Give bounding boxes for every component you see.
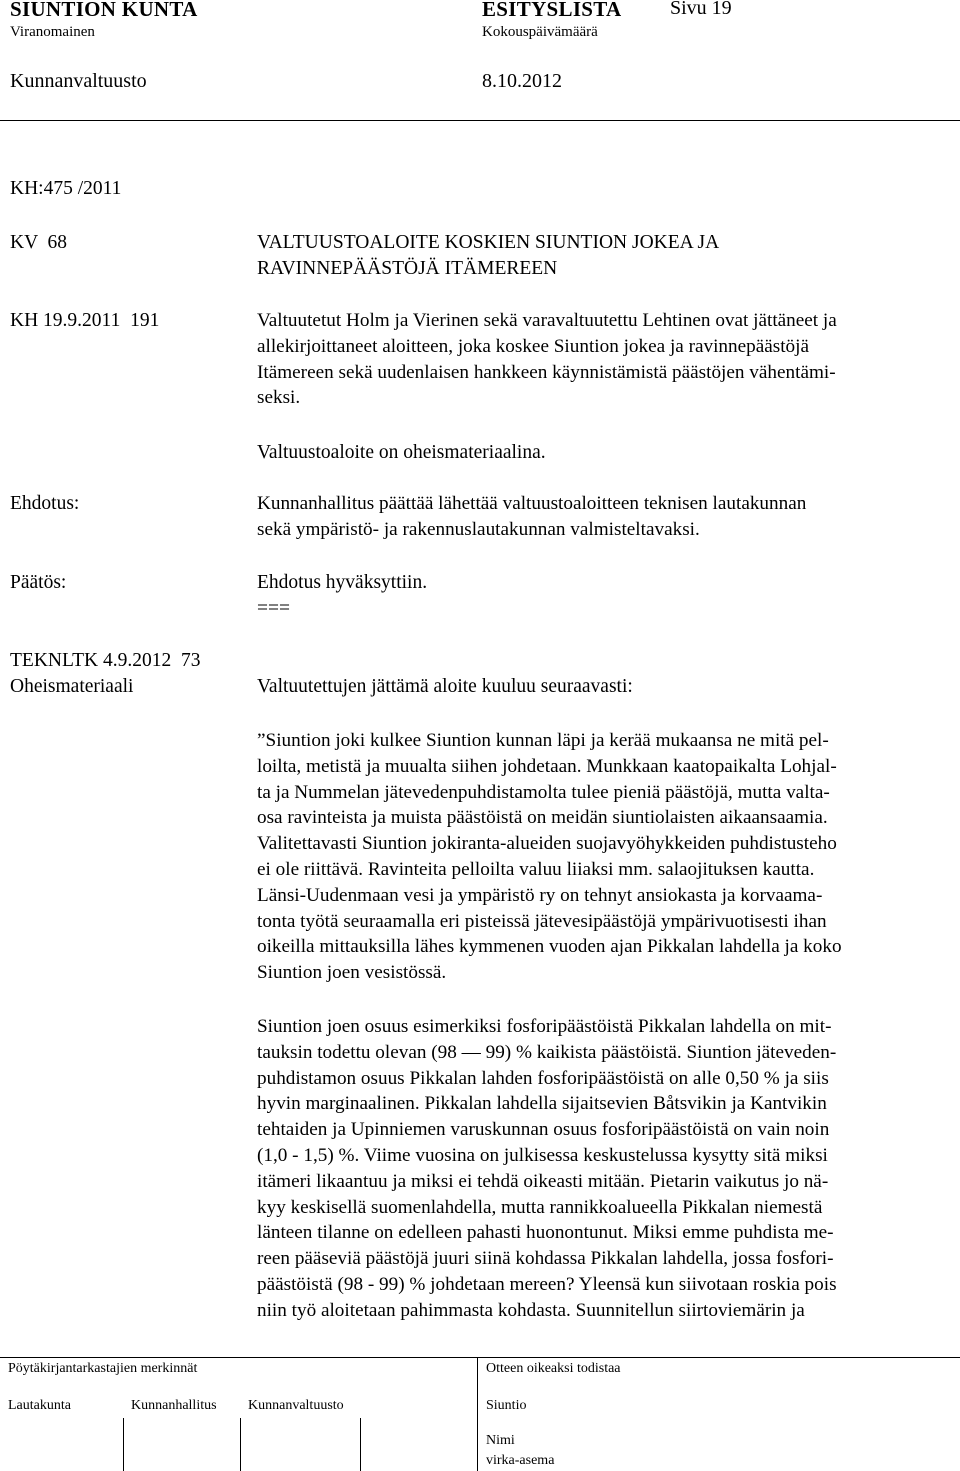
footer-box-divider [123,1418,124,1471]
quote-line: ta ja Nummelan jätevedenpuhdistamolta tulee pieniä päästöjä, mutta valta- [257,781,830,803]
quote-line: tauksin todettu olevan (98 — 99) % kaikista päästöistä. Siuntion jäteveden- [257,1041,837,1063]
authority-label: Viranomainen [10,24,95,40]
title-line-1: VALTUUSTOALOITE KOSKIEN SIUNTION JOKEA JA [257,232,720,253]
footer-box-divider [240,1418,241,1471]
quote-line: Länsi-Uudenmaan vesi ja ympäristö ry on tehnyt ansiokasta ja korvaama- [257,884,823,906]
intro-line: Valtuutetut Holm ja Vierinen sekä varavaltuutettu Lehtinen ovat jättäneet ja [257,310,837,331]
meeting-date-label: Kokouspäivämäärä [482,24,598,40]
organization-name: SIUNTION KUNTA [10,0,198,21]
initiative-intro: Valtuutettujen jättämä aloite kuuluu seuraavasti: [257,676,633,697]
footer-nimi: Nimi [486,1433,515,1448]
quote-line: hyvin marginaalinen. Pikkalan lahdella sijaitsevien Båtsvikin ja Kantvikin [257,1093,827,1115]
quote-line: niin työ aloitetaan pahimmasta kohdasta. Suunnitellun siirtoviemärin ja [257,1299,805,1321]
kh-reference: KH:475 /2011 [10,178,122,199]
footer-kunnanvaltuusto: Kunnanvaltuusto [248,1398,344,1413]
intro-line: seksi. [257,387,301,409]
quote-line: (1,0 - 1,5) %. Viime vuosina on julkisessa keskustelussa kysytty sitä miksi [257,1144,828,1166]
intro-line: allekirjoittaneet aloitteen, joka koskee Siuntion jokea ja ravinnepäästöjä [257,335,809,357]
body-name: Kunnanvaltuusto [10,70,147,92]
quote-paragraph-2 [257,1014,957,1324]
decision-label: Päätös: [10,572,67,593]
footer-virka-asema: virka-asema [486,1453,555,1468]
intro-line: Itämereen sekä uudenlaisen hankkeen käynnistämistä päästöjen vähentämi- [257,361,836,383]
footer-siuntio: Siuntio [486,1398,527,1413]
quote-line: Siuntion joen osuus esimerkiksi fosforipäästöistä Pikkalan lahdella on mit- [257,1016,832,1037]
proposal-text [257,491,957,543]
quote-line: tehtaiden ja Upinniemen varuskunnan osuus fosforipäästöistä on vain noin [257,1119,830,1141]
quote-line: päästöistä (98 - 99) % johdetaan mereen? Yleensä kun siivotaan roskia pois [257,1273,837,1295]
document-type: ESITYSLISTA [482,0,622,21]
intro-paragraph [257,308,957,411]
quote-line: ei ole riittävä. Ravinteita pelloilta valuu liiaksi mm. salaojituksen kautta. [257,858,815,880]
quote-line: itämeri likaantuu ja miksi ei tehdä oikeasti mitään. Pietarin vaikutus jo nä- [257,1170,829,1192]
quote-line: reen pääseviä päästöjä juuri siinä kohdassa Pikkalan lahdella, jossa fosfori- [257,1248,834,1270]
quote-line: puhdistamon osuus Pikkalan lahden fosforipäästöistä on alle 0,50 % ja siis [257,1067,829,1089]
footer-box-divider [360,1418,361,1471]
quote-paragraph-1 [257,728,957,986]
kv-reference: KV 68 [10,232,68,253]
quote-line: oikeilla mittauksilla lähes kymmenen vuoden ajan Pikkalan lahdella ja koko [257,936,842,958]
title-line-2: RAVINNEPÄÄSTÖJÄ ITÄMEREEN [257,258,558,279]
header-divider [0,120,960,121]
oheismateriaali-label: Oheismateriaali [10,676,134,697]
attachment-note: Valtuustoaloite on oheismateriaalina. [257,442,546,463]
page-number: Sivu 19 [670,0,732,19]
quote-line: Siuntion joen vesistössä. [257,962,447,984]
proposal-label: Ehdotus: [10,493,80,514]
kh-date-reference: KH 19.9.2011 191 [10,310,160,331]
meeting-date: 8.10.2012 [482,70,562,92]
teknltk-reference: TEKNLTK 4.9.2012 73 [10,650,201,671]
footer-kunnanhallitus: Kunnanhallitus [131,1398,217,1413]
proposal-line: sekä ympäristö- ja rakennuslautakunnan valmisteltavaksi. [257,518,700,540]
quote-line: ”Siuntion joki kulkee Siuntion kunnan läpi ja kerää mukaansa ne mitä pel- [257,730,829,751]
certified-copy-label: Otteen oikeaksi todistaa [486,1361,621,1376]
quote-line: Valitettavasti Siuntion jokiranta-alueiden suojavyöhykkeiden puhdistusteho [257,833,837,855]
quote-line: osa ravinteista ja muista päästöistä on meidän siuntiolaisten aikaansaamia. [257,807,828,829]
proposal-line: Kunnanhallitus päättää lähettää valtuustoaloitteen teknisen lautakunnan [257,493,807,514]
quote-line: kyy keskisellä suomenlahdella, mutta rannikkoalueella Pikkalan niemestä [257,1196,823,1218]
footer-divider [0,1357,960,1358]
quote-line: länteen tilanne on edelleen pahasti huonontunut. Miksi emme puhdista me- [257,1222,834,1244]
decision-text: Ehdotus hyväksyttiin. [257,572,428,593]
footer-lautakunta: Lautakunta [8,1398,71,1413]
quote-line: tonta työtä seuraamalla eri pisteissä jätevesipäästöjä ympärivuotisesti ihan [257,910,827,932]
decision-separator: === [257,598,290,619]
footer-column-divider [477,1357,478,1471]
quote-line: loilta, metistä ja muualta siihen johdetaan. Munkkaan kaatopaikalta Lohjal- [257,755,837,777]
minutes-checkers-label: Pöytäkirjantarkastajien merkinnät [8,1361,198,1376]
